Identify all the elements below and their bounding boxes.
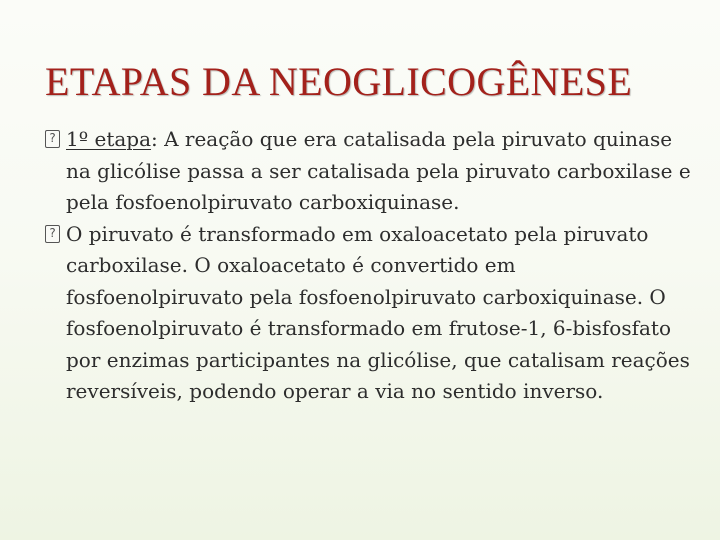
paragraph-etapa-1 [45, 124, 695, 219]
slide-title: ETAPAS DA NEOGLICOGÊNESE [45, 59, 633, 104]
slide-content [45, 124, 695, 408]
bullet-placeholder-icon: ? [45, 130, 60, 148]
paragraph-text: : A reação que era catalisada pela piruvato quinase na glicólise passa a ser catalisada pela piruvato carboxilase e pela fosfoenolpiruvato carboxiquinase. [66, 127, 691, 214]
paragraph-piruvato [45, 219, 695, 408]
paragraph-lead: 1º etapa [66, 127, 152, 151]
paragraph-text: O piruvato é transformado em oxaloacetato pela piruvato carboxilase. O oxaloacetato é convertido em fosfoenolpiruvato pela fosfoenolpiruvato carboxiquinase. O fosfoenolpiruvato é transformado em frutose-1, 6-bisfosfato por enzimas participantes na glicólise, que catalisam reações reversíveis, podendo operar a via no sentido inverso. [66, 221, 690, 403]
bullet-placeholder-icon: ? [45, 225, 60, 243]
